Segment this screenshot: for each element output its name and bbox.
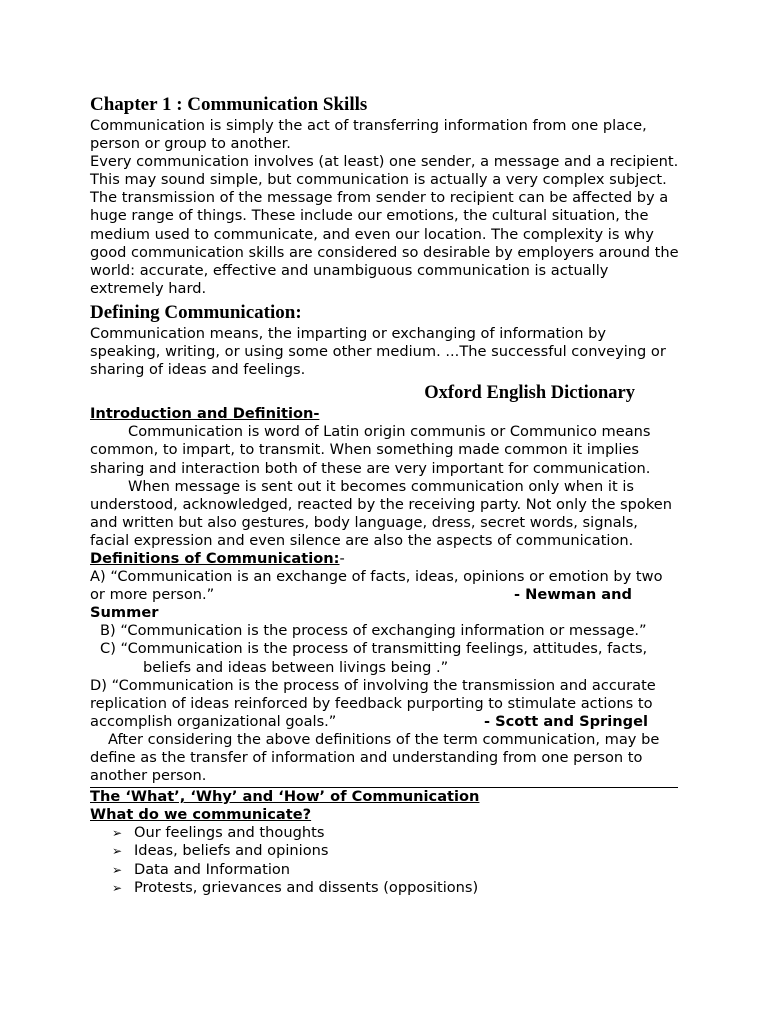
arrow-bullet-icon: ➢ <box>112 862 123 877</box>
intro-definition-heading: Introduction and Definition- <box>90 405 320 423</box>
intro-definition-paragraph-1: Communication is word of Latin origin communis or Communico means common, to impart, to transmit. When something made common it implies sharing and interaction both of these are very important for communication. <box>90 423 651 477</box>
document-page <box>90 93 680 897</box>
definition-b: B) “Communication is the process of exchanging information or message.” <box>100 622 647 640</box>
list-item-text: Ideas, beliefs and opinions <box>134 842 329 860</box>
intro-paragraph-3: The transmission of the message from sender to recipient can be affected by a huge range of things. These include our emotions, the cultural situation, the medium used to communicate, and even our location. The complexity is why good communication skills are considered so desirable by employers around the world: accurate, effective and unambiguous communication is actually extremely hard. <box>90 189 679 297</box>
definition-a-attribution: - Newman and <box>514 586 632 604</box>
definition-c: C) “Communication is the process of transmitting feelings, attitudes, facts, <box>100 640 648 658</box>
arrow-bullet-icon: ➢ <box>112 826 123 841</box>
list-item <box>112 861 680 879</box>
definition-a <box>90 568 680 622</box>
definition-a-attribution-cont: Summer <box>90 604 159 622</box>
list-item <box>112 879 680 897</box>
intro-paragraph-1: Communication is simply the act of transferring information from one place, person or group to another. <box>90 117 647 153</box>
arrow-bullet-icon: ➢ <box>112 844 123 859</box>
definitions-heading: Definitions of Communication: <box>90 549 340 567</box>
what-why-how-heading: The ‘What’, ‘Why’ and ‘How’ of Communication <box>90 788 480 806</box>
defining-heading: Defining Communication: <box>90 301 302 323</box>
chapter-title: Chapter 1 : Communication Skills <box>90 94 368 115</box>
intro-paragraph-2: Every communication involves (at least) one sender, a message and a recipient. This may sound simple, but communication is actually a very complex subject. <box>90 153 679 189</box>
defining-text: Communication means, the imparting or exchanging of information by speaking, writing, or using some other medium. ...The successful conveying or sharing of ideas and feelings. <box>90 324 666 379</box>
definition-d <box>90 677 680 731</box>
list-item-text: Protests, grievances and dissents (oppositions) <box>134 878 479 896</box>
definition-a-text: A) “Communication is an exchange of facts, ideas, opinions or emotion by two or more person.” <box>90 568 663 604</box>
intro-definition-paragraph-2: When message is sent out it becomes communication only when it is understood, acknowledged, reacted by the receiving party. Not only the spoken and written but also gestures, body language, dress, secret words, signals, facial expression and even silence are also the aspects of communication. <box>90 477 673 549</box>
definition-c-continued: beliefs and ideas between livings being .” <box>143 658 449 676</box>
list-item-text: Data and Information <box>134 860 291 878</box>
list-item <box>112 824 680 842</box>
definition-d-text: D) “Communication is the process of involving the transmission and accurate replication of ideas reinforced by feedback purporting to stimulate actions to accomplish organizational goals.” <box>90 676 656 730</box>
definitions-heading-line <box>90 550 680 568</box>
arrow-bullet-icon: ➢ <box>112 880 123 895</box>
list-item <box>112 842 680 860</box>
what-list <box>90 824 680 896</box>
defining-source: Oxford English Dictionary <box>424 383 635 404</box>
what-heading: What do we communicate? <box>90 806 312 824</box>
definition-d-attribution: - Scott and Springel <box>483 712 648 730</box>
definitions-heading-suffix: - <box>339 549 345 567</box>
conclusion-paragraph: After considering the above definitions of the term communication, may be define as the transfer of information and understanding from one person to another person. <box>90 730 660 785</box>
list-item-text: Our feelings and thoughts <box>134 824 325 842</box>
